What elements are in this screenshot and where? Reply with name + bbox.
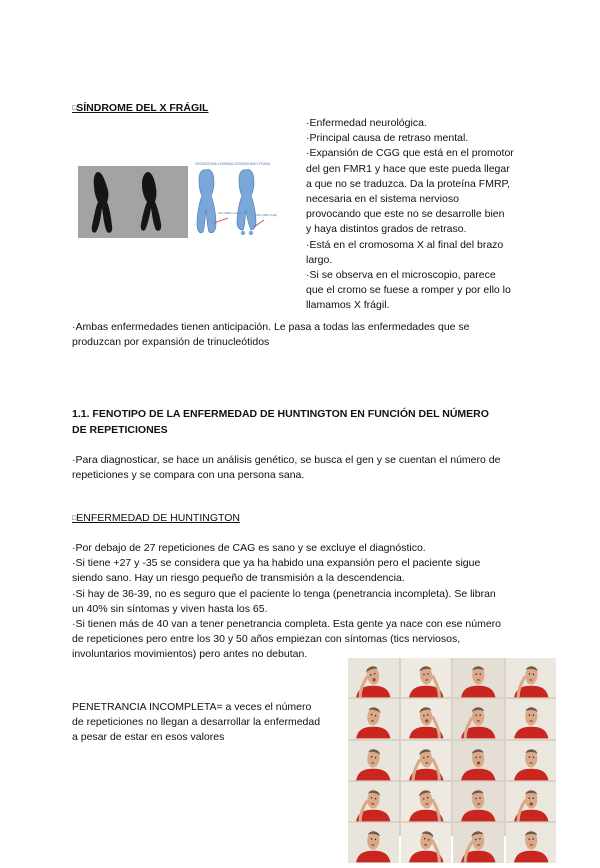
patient-photo (348, 823, 399, 862)
label-fragile-site: Sitio FMR1 frágil (256, 213, 277, 217)
patient-photo (506, 823, 557, 862)
text-line: ·Expansión de CGG que está en el promotor (306, 147, 514, 160)
patient-photo (453, 782, 504, 821)
huntington-heading (72, 512, 240, 524)
text-line: necesaria en el sistema nervioso (306, 193, 459, 206)
patient-photo (348, 782, 399, 821)
text-line: involuntarios movimientos) pero antes no debutan. (72, 648, 308, 661)
text-line: ·Si hay de 36-39, no es seguro que el paciente lo tenga (penetrancia incompleta). Se libran (72, 587, 496, 600)
huntington-details (72, 541, 501, 663)
title-line: 1.1. FENOTIPO DE LA ENFERMEDAD DE HUNTINGTON EN FUNCIÓN DEL NÚMERO (72, 408, 489, 420)
huntington-title: ENFERMEDAD DE HUNTINGTON (76, 512, 240, 524)
patient-photo (506, 782, 557, 821)
incomplete-penetrance-note (72, 700, 320, 746)
text-line: un 40% sin síntomas y viven hasta los 65. (72, 602, 268, 615)
text-line: de repeticiones pero entre los 30 y 50 años empiezan con síntomas (tics nerviosos, (72, 633, 461, 646)
chromosome-micrograph-figure (78, 166, 188, 238)
patient-photo (453, 741, 504, 780)
chromosome-micrograph (78, 166, 188, 238)
patient-photo (506, 699, 557, 738)
label-normal-top: CROMOSOMA X NORMAL (195, 162, 234, 166)
text-line: de repeticiones no llegan a desarrollar la enfermedad (72, 716, 321, 729)
patient-photo (453, 699, 504, 738)
patient-photo (506, 658, 557, 697)
heading-bullet: □ (72, 515, 77, 522)
patient-photo (453, 823, 504, 862)
label-fragile-top: CROMOSOMA X FRÁGIL (234, 162, 271, 166)
text-line: que el cromo se fuese a romper y por ello lo (306, 284, 511, 297)
text-line: a pesar de estar en esos valores (72, 731, 225, 744)
chromosome-x-diagram (194, 160, 277, 240)
text-line: llamamos X frágil. (306, 299, 390, 312)
text-line: ·Principal causa de retraso mental. (306, 132, 469, 145)
text-line: ·Por debajo de 27 repeticiones de CAG es sano y se excluye el diagnóstico. (72, 542, 426, 554)
patient-photo (506, 741, 557, 780)
text-line: ·Para diagnosticar, se hace un análisis genético, se busca el gen y se cuentan el número de (72, 454, 501, 466)
text-line: ·Si se observa en el microscopio, parece (306, 269, 496, 282)
patient-photo (401, 741, 452, 780)
label-normal-site: Sitio FMR1 normal (218, 211, 242, 215)
text-line: largo. (306, 253, 333, 266)
text-line: provocando que este no se desarrolle bien (306, 208, 505, 221)
text-line: del gen FMR1 y hace que este pueda llegar (306, 162, 510, 175)
huntington-phenotype-title (72, 406, 489, 438)
patient-photo (348, 699, 399, 738)
patient-photo (401, 782, 452, 821)
fragile-x-title: SÍNDROME DEL X FRÁGIL (76, 102, 209, 114)
chromosome-x-diagram-figure (194, 160, 277, 240)
text-line: ·Si tiene +27 y -35 se considera que ya ha habido una expansión pero el paciente sigue (72, 557, 481, 570)
text-line: y haya distintos grados de retraso. (306, 223, 467, 236)
patient-photo (401, 658, 452, 697)
patient-photo (401, 823, 452, 862)
patient-photo (453, 658, 504, 697)
text-line: repeticiones y se compara con una persona sana. (72, 469, 305, 482)
heading-bullet: □ (72, 105, 77, 112)
anticipation-paragraph (72, 320, 470, 350)
text-line: ·Si tienen más de 40 van a tener penetrancia completa. Esta gente ya nace con ese número (72, 618, 502, 631)
patient-photo (401, 699, 452, 738)
title-line: DE REPETICIONES (72, 424, 168, 436)
patient-photo (348, 741, 399, 780)
text-line: ·Enfermedad neurológica. (306, 117, 427, 129)
diagnosis-paragraph (72, 453, 500, 483)
fragile-x-heading (72, 102, 208, 114)
text-line: produzcan por expansión de trinucleótidos (72, 336, 270, 349)
text-line: ·Ambas enfermedades tienen anticipación. Le pasa a todas las enfermedades que se (72, 321, 470, 333)
text-line: PENETRANCIA INCOMPLETA= a veces el número (72, 701, 312, 713)
text-line: ·Está en el cromosoma X al final del brazo (306, 238, 504, 251)
fragile-x-description (306, 116, 514, 314)
patient-photo-grid (348, 658, 556, 836)
text-line: siendo sano. Hay un riesgo pequeño de transmisión a la descendencia. (72, 572, 405, 585)
text-line: a que no se traduzca. Da la proteína FMRP, (306, 177, 511, 190)
patient-photo (348, 658, 399, 697)
